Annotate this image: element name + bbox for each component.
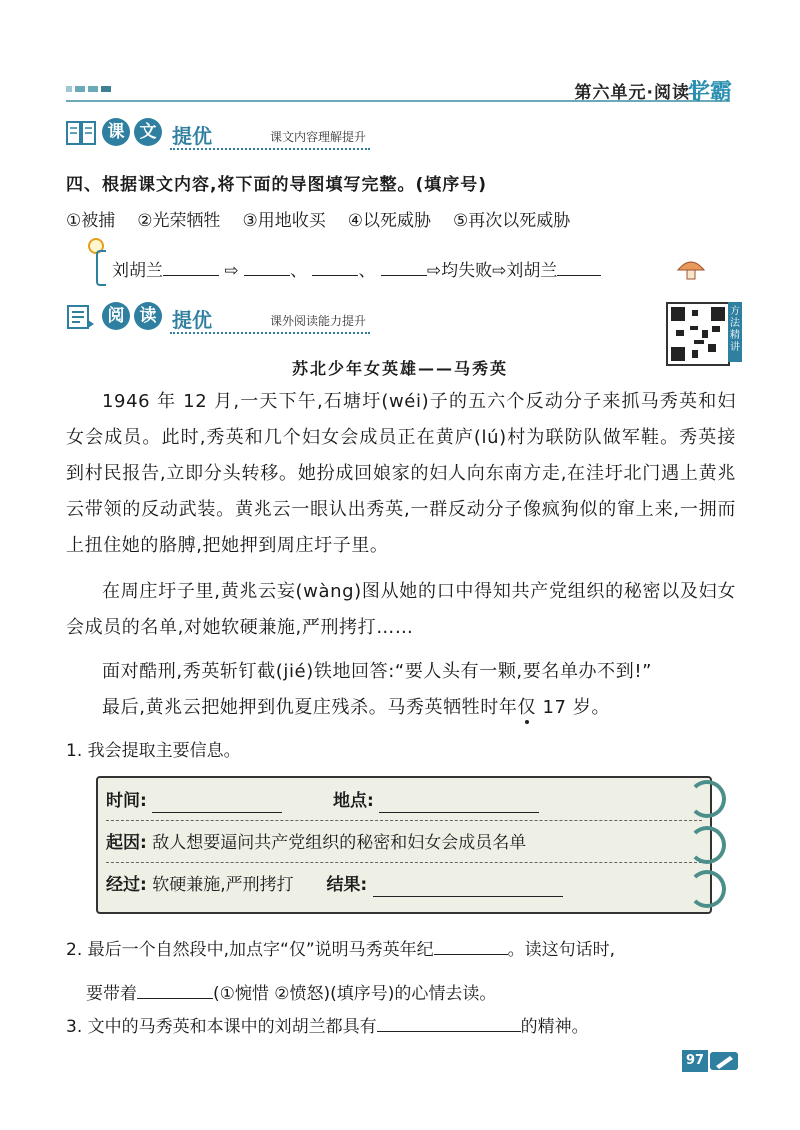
question-1-title: 1. 我会提取主要信息。 — [66, 741, 241, 761]
answer-blank[interactable] — [163, 261, 219, 276]
question-3: 3. 文中的马秀英和本课中的刘胡兰都具有 的精神。 — [66, 1017, 589, 1037]
section-subtitle: 提优 — [172, 308, 212, 332]
arrow-icon: ⇨ — [426, 261, 442, 281]
option-item: ④以死威胁 — [347, 211, 431, 231]
section-kewen-tiyou — [66, 118, 386, 152]
info-row: 时间: 地点: — [106, 782, 702, 821]
answer-blank[interactable] — [381, 261, 427, 276]
page-header — [0, 78, 800, 106]
flow-fail: 均失败 — [441, 261, 493, 281]
flow-end: 刘胡兰 — [506, 261, 558, 281]
question-4-title: 四、根据课文内容,将下面的导图填写完整。(填序号) — [66, 175, 487, 195]
section-note: 课文内容理解提升 — [270, 130, 367, 144]
separator: 、 — [290, 261, 308, 281]
section-yuedu-tiyou — [66, 302, 386, 336]
answer-blank[interactable] — [377, 1017, 521, 1032]
brand-logo: 学霸 — [687, 79, 732, 105]
binder-ring — [688, 870, 726, 908]
emphasis-dot-char: 仅 — [517, 697, 537, 718]
header-decoration — [66, 86, 111, 92]
arrow-icon: ⇨ — [224, 261, 239, 281]
option-item: ①被捕 — [66, 211, 116, 231]
separator: 、 — [358, 261, 376, 281]
badge-char: 读 — [134, 302, 162, 330]
arrow-icon: ⇨ — [492, 261, 507, 281]
result-input[interactable] — [373, 874, 563, 897]
mind-map-flow — [96, 244, 706, 288]
option-item: ③用地收买 — [242, 211, 326, 231]
pencil-icon — [710, 1052, 738, 1070]
binder-ring — [688, 780, 726, 818]
book-icon — [66, 120, 96, 146]
place-input[interactable] — [379, 790, 539, 813]
flow-bracket — [96, 250, 106, 286]
list-icon — [66, 304, 96, 330]
answer-blank[interactable] — [434, 940, 508, 955]
badge-char: 文 — [134, 118, 162, 146]
mushroom-icon — [676, 258, 706, 280]
unit-title: 第六单元·阅读 — [574, 83, 690, 103]
article-paragraph: 在周庄圩子里,黄兆云妄(wàng)图从她的口中得知共产党组织的秘密以及妇女会成员的名单,对她软硬兼施,严刑拷打…… — [66, 581, 736, 638]
section-underline — [170, 332, 370, 334]
answer-blank[interactable] — [557, 261, 601, 276]
section-subtitle: 提优 — [172, 124, 212, 148]
option-item: ②光荣牺牲 — [137, 211, 221, 231]
article-paragraph: 1946 年 12 月,一天下午,石塘圩(wéi)子的五六个反动分子来抓马秀英和妇女会成员。此时,秀英和几个妇女会成员正在黄庐(lú)村为联防队做军鞋。秀英接到村民报告,立即分头转移。她扮成回娘家的妇人向东南方走,在洼圩北门遇上黄兆云带领的反动武装。黄兆云一眼认出秀英,一群反动分子像疯狗似的窜上来,一拥而上扭住她的胳膊,把她押到周庄圩子里。 — [66, 391, 736, 556]
badge-char: 阅 — [102, 302, 130, 330]
article-paragraph: 最后,黄兆云把她押到仇夏庄残杀。马秀英牺牲时年仅 17 岁。 — [102, 697, 611, 718]
flow-start: 刘胡兰 — [112, 261, 163, 281]
option-item: ⑤再次以死威胁 — [453, 211, 571, 231]
binder-ring — [688, 826, 726, 864]
badge-char: 课 — [102, 118, 130, 146]
article-paragraph: 面对酷刑,秀英斩钉截(jié)铁地回答:“要人头有一颗,要名单办不到!” — [102, 661, 653, 682]
answer-blank[interactable] — [312, 261, 358, 276]
time-input[interactable] — [152, 790, 282, 813]
flow-text — [112, 256, 601, 281]
info-row: 经过: 软硬兼施,严刑拷打 结果: — [106, 866, 702, 904]
page-number: 97 — [682, 1050, 742, 1072]
info-card — [96, 776, 712, 914]
answer-blank[interactable] — [137, 984, 213, 999]
question-2: 2. 最后一个自然段中,加点字“仅”说明马秀英年纪 。读这句话时, 要带着 (①惋惜 ②愤怒)(填序号)的心情去读。 — [66, 940, 616, 1004]
section-note: 课外阅读能力提升 — [270, 314, 367, 328]
question-4-options — [66, 206, 570, 231]
section-underline — [170, 148, 370, 150]
info-row: 起因: 敌人想要逼问共产党组织的秘密和妇女会成员名单 — [106, 824, 702, 863]
qr-label: 方法精讲 — [728, 302, 742, 362]
answer-blank[interactable] — [244, 261, 290, 276]
article-title: 苏北少年女英雄——马秀英 — [291, 359, 508, 378]
